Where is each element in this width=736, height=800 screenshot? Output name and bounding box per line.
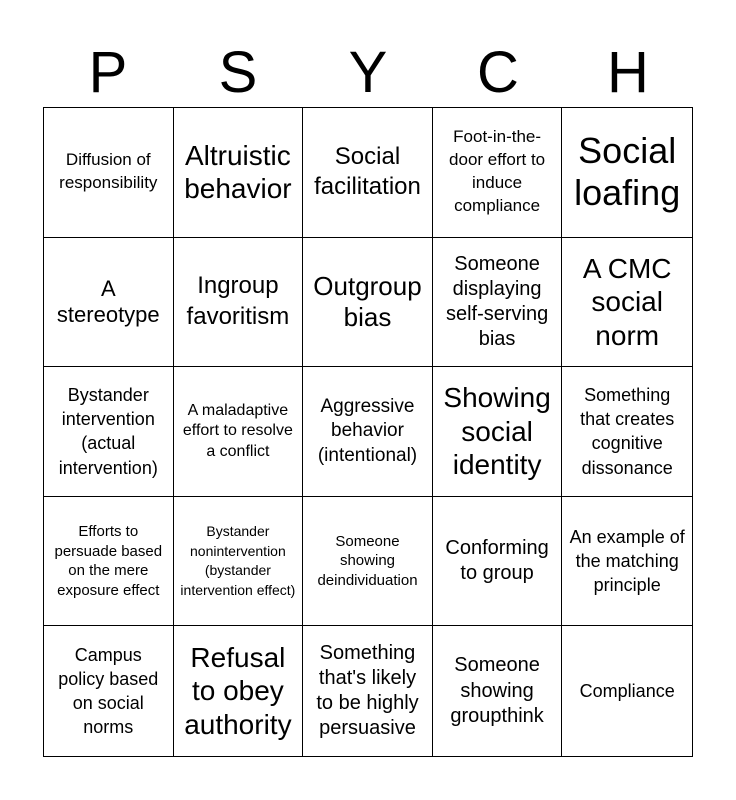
bingo-cell-r1-c2[interactable] bbox=[174, 108, 304, 238]
cell-text: Bystander nonintervention (bystander intervention effect) bbox=[180, 522, 296, 598]
bingo-board bbox=[43, 107, 693, 757]
bingo-cell-r4-c5[interactable] bbox=[562, 497, 692, 627]
bingo-cell-r5-c4[interactable] bbox=[433, 626, 563, 756]
header-letters bbox=[43, 40, 693, 106]
cell-text: Outgroup bias bbox=[313, 271, 422, 332]
bingo-cell-r2-c1[interactable] bbox=[44, 238, 174, 368]
cell-text: Something that creates cognitive dissonance bbox=[580, 384, 675, 478]
bingo-cell-r3-c3[interactable] bbox=[303, 367, 433, 497]
bingo-cell-r4-c1[interactable] bbox=[44, 497, 174, 627]
cell-text: Something that's likely to be highly persuasive bbox=[316, 641, 419, 740]
cell-text: Diffusion of responsibility bbox=[59, 150, 158, 193]
cell-text: A CMC social norm bbox=[582, 252, 672, 351]
bingo-cell-r3-c4[interactable] bbox=[433, 367, 563, 497]
cell-text: Social facilitation bbox=[314, 142, 421, 201]
cell-text: Someone showing deindividuation bbox=[317, 532, 418, 589]
cell-text: A stereotype bbox=[56, 275, 160, 327]
header-letter-h: H bbox=[607, 40, 649, 105]
cell-text: Social loafing bbox=[574, 129, 681, 214]
cell-text: Bystander intervention (actual intervention) bbox=[58, 384, 158, 478]
header-letter-p: P bbox=[88, 40, 128, 105]
bingo-cell-r5-c5[interactable] bbox=[562, 626, 692, 756]
bingo-cell-r5-c3[interactable] bbox=[303, 626, 433, 756]
bingo-cell-r4-c3[interactable] bbox=[303, 497, 433, 627]
bingo-cell-r3-c2[interactable] bbox=[174, 367, 304, 497]
cell-text: Conforming to group bbox=[445, 536, 549, 585]
bingo-cell-r1-c5[interactable] bbox=[562, 108, 692, 238]
bingo-cell-r2-c2[interactable] bbox=[174, 238, 304, 368]
bingo-cell-r5-c2[interactable] bbox=[174, 626, 304, 756]
cell-text: Refusal to obey authority bbox=[184, 641, 292, 740]
bingo-cell-r1-c3[interactable] bbox=[303, 108, 433, 238]
cell-text: Aggressive behavior (intentional) bbox=[317, 396, 418, 466]
cell-text: Campus policy based on social norms bbox=[58, 644, 159, 738]
bingo-cell-r4-c4[interactable] bbox=[433, 497, 563, 627]
bingo-cell-r2-c5[interactable] bbox=[562, 238, 692, 368]
bingo-cell-r2-c3[interactable] bbox=[303, 238, 433, 368]
bingo-cell-r3-c5[interactable] bbox=[562, 367, 692, 497]
cell-text: Someone showing groupthink bbox=[450, 654, 544, 727]
bingo-cell-r4-c2[interactable] bbox=[174, 497, 304, 627]
cell-text: Compliance bbox=[579, 681, 675, 702]
cell-text: Showing social identity bbox=[443, 382, 551, 481]
header-letter-s: S bbox=[218, 40, 258, 105]
bingo-cell-r3-c1[interactable] bbox=[44, 367, 174, 497]
header-letter-c: C bbox=[477, 40, 519, 105]
bingo-cell-r2-c4[interactable] bbox=[433, 238, 563, 368]
cell-text: Foot-in-the-door effort to induce compliance bbox=[449, 127, 546, 216]
cell-text: Efforts to persuade based on the mere exposure effect bbox=[54, 523, 163, 599]
cell-text: A maladaptive effort to resolve a conflict bbox=[182, 401, 293, 460]
header-letter-y: Y bbox=[348, 40, 388, 105]
cell-text: Someone displaying self-serving bias bbox=[445, 252, 549, 351]
cell-text: Altruistic behavior bbox=[184, 139, 292, 205]
bingo-cell-r1-c4[interactable] bbox=[433, 108, 563, 238]
bingo-cell-r5-c1[interactable] bbox=[44, 626, 174, 756]
bingo-cell-r1-c1[interactable] bbox=[44, 108, 174, 238]
cell-text: An example of the matching principle bbox=[569, 526, 685, 596]
cell-text: Ingroup favoritism bbox=[186, 272, 290, 330]
